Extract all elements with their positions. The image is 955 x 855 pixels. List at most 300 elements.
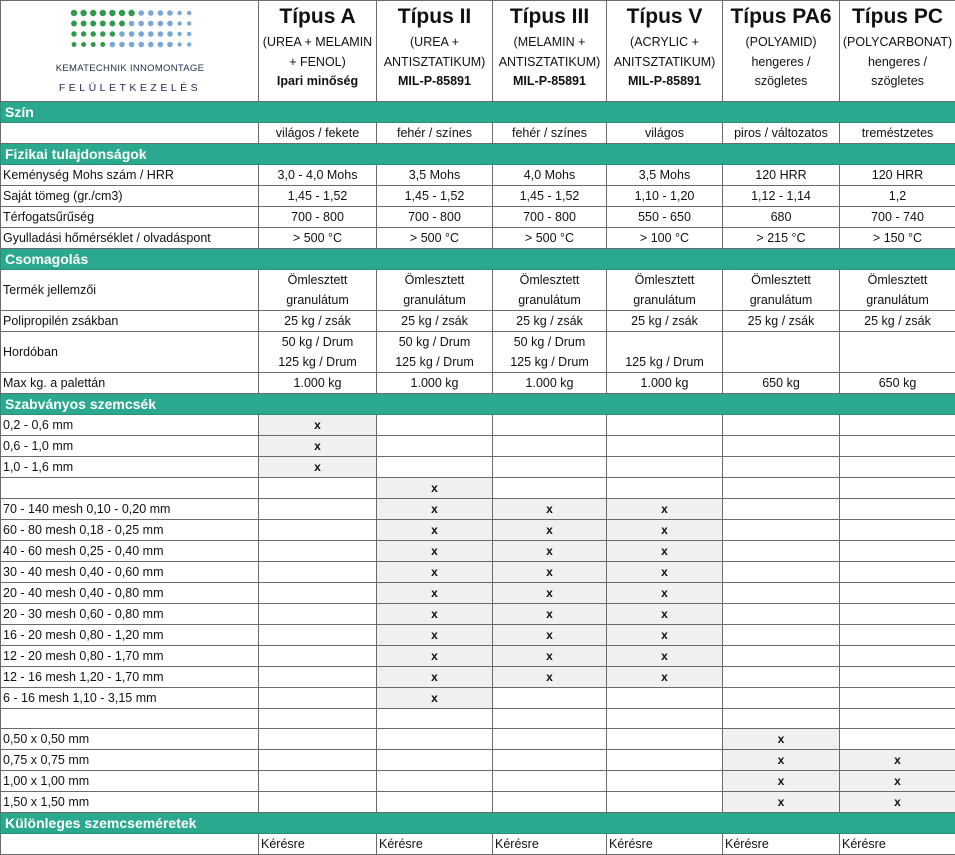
cell-value: világos / fekete xyxy=(259,123,377,144)
cell-value: Kérésre xyxy=(840,834,955,855)
grain-cell xyxy=(840,415,955,436)
grain-cell xyxy=(607,436,723,457)
cell-line-2: 125 kg / Drum xyxy=(377,352,492,372)
grain-cell xyxy=(377,667,493,688)
grain-cell xyxy=(259,709,377,729)
cell-value: 1.000 kg xyxy=(607,373,723,394)
grain-row xyxy=(1,436,955,457)
logo-dot xyxy=(100,21,106,27)
logo-dot xyxy=(109,21,115,27)
cell-line-2: granulátum xyxy=(840,290,955,310)
grain-cell xyxy=(607,729,723,750)
grain-row xyxy=(1,415,955,436)
grain-row xyxy=(1,541,955,562)
grain-cell xyxy=(377,478,493,499)
check-mark: x xyxy=(661,628,668,642)
check-mark: x xyxy=(546,502,553,516)
section-row xyxy=(1,394,955,415)
check-mark: x xyxy=(431,649,438,663)
column-title: Típus PC xyxy=(840,1,955,33)
logo-cell xyxy=(1,1,259,102)
logo-dot xyxy=(71,10,77,16)
logo-dot xyxy=(100,10,106,16)
grain-row xyxy=(1,478,955,499)
grain-cell xyxy=(840,625,955,646)
grain-row xyxy=(1,562,955,583)
row-label: 0,50 x 0,50 mm xyxy=(1,729,259,750)
check-mark: x xyxy=(661,544,668,558)
grain-cell xyxy=(723,520,840,541)
column-subtitle-1: (POLYAMID) xyxy=(723,33,839,53)
cell-line-2: granulátum xyxy=(607,290,722,310)
row-label: Saját tömeg (gr./cm3) xyxy=(1,186,259,207)
grain-row xyxy=(1,792,955,813)
logo-dot xyxy=(148,42,154,48)
grain-row xyxy=(1,771,955,792)
grain-cell xyxy=(377,625,493,646)
logo-dot xyxy=(72,42,77,47)
cell-line-2: 125 kg / Drum xyxy=(259,352,376,372)
cell-value: > 500 °C xyxy=(259,228,377,249)
logo-dot xyxy=(177,21,181,25)
grain-cell xyxy=(259,478,377,499)
grain-cell xyxy=(840,499,955,520)
logo-dot xyxy=(177,42,181,46)
cell-line-1: Ömlesztett xyxy=(259,270,376,290)
cell-line-1: Ömlesztett xyxy=(723,270,839,290)
logo-dot xyxy=(187,42,191,46)
grain-cell xyxy=(723,541,840,562)
cell-value: 1.000 kg xyxy=(493,373,607,394)
grain-cell xyxy=(493,499,607,520)
cell-value: 700 - 800 xyxy=(377,207,493,228)
product-type-row xyxy=(1,270,955,311)
grain-cell xyxy=(377,688,493,709)
cell-value: Kérésre xyxy=(493,834,607,855)
cell-line-1: 50 kg / Drum xyxy=(259,332,376,352)
logo-dot xyxy=(138,21,144,27)
row-label: 6 - 16 mesh 1,10 - 3,15 mm xyxy=(1,688,259,709)
grain-row xyxy=(1,499,955,520)
grain-cell xyxy=(840,750,955,771)
grain-cell xyxy=(840,646,955,667)
cell-line-2 xyxy=(840,352,955,372)
grain-cell xyxy=(259,562,377,583)
logo-dot xyxy=(129,42,135,48)
row-label: 12 - 16 mesh 1,20 - 1,70 mm xyxy=(1,667,259,688)
grain-cell xyxy=(377,729,493,750)
cell-value xyxy=(607,332,723,373)
logo-dot xyxy=(187,21,191,25)
grain-cell xyxy=(607,562,723,583)
cell-line-1: 50 kg / Drum xyxy=(377,332,492,352)
cell-line-2: granulátum xyxy=(377,290,492,310)
column-title: Típus III xyxy=(493,1,606,33)
grain-cell xyxy=(493,583,607,604)
cell-line-1 xyxy=(723,332,839,352)
cell-value: 1,10 - 1,20 xyxy=(607,186,723,207)
logo-dot xyxy=(138,31,144,37)
grain-cell xyxy=(259,667,377,688)
cell-value: 1,2 xyxy=(840,186,955,207)
logo-dot xyxy=(90,21,96,27)
header-row xyxy=(1,1,955,102)
cell-value: > 150 °C xyxy=(840,228,955,249)
check-mark: x xyxy=(431,565,438,579)
check-mark: x xyxy=(778,753,785,767)
grain-cell xyxy=(493,771,607,792)
section-row xyxy=(1,813,955,834)
cell-line-2: granulátum xyxy=(259,290,376,310)
grain-cell xyxy=(607,646,723,667)
grain-row xyxy=(1,709,955,729)
cell-value: treméstzetes xyxy=(840,123,955,144)
grain-cell xyxy=(607,478,723,499)
grain-cell xyxy=(840,792,955,813)
grain-cell xyxy=(377,436,493,457)
column-header-1 xyxy=(259,1,377,102)
grain-cell xyxy=(377,562,493,583)
row-label: Termék jellemzői xyxy=(1,270,259,311)
column-title: Típus A xyxy=(259,1,376,33)
grain-cell xyxy=(259,583,377,604)
grain-row xyxy=(1,729,955,750)
grain-cell xyxy=(607,771,723,792)
grain-cell xyxy=(259,520,377,541)
cell-value: > 500 °C xyxy=(377,228,493,249)
grain-cell xyxy=(493,604,607,625)
grain-cell xyxy=(377,709,493,729)
check-mark: x xyxy=(661,565,668,579)
logo-dot xyxy=(110,31,115,36)
grain-cell xyxy=(840,520,955,541)
grain-cell xyxy=(493,688,607,709)
cell-value: > 500 °C xyxy=(493,228,607,249)
section-header-szabvanyos: Szabványos szemcsék xyxy=(1,394,955,415)
logo-dot xyxy=(119,10,125,16)
cell-line-2: 125 kg / Drum xyxy=(607,352,722,372)
cell-value: 650 kg xyxy=(723,373,840,394)
grain-cell xyxy=(259,457,377,478)
row-label: 0,6 - 1,0 mm xyxy=(1,436,259,457)
grain-cell xyxy=(607,792,723,813)
column-subtitle-1: (MELAMIN + xyxy=(493,33,606,53)
logo-dot xyxy=(100,42,105,47)
logo-dot xyxy=(71,31,76,36)
cell-value: 1,45 - 1,52 xyxy=(377,186,493,207)
grain-cell xyxy=(723,646,840,667)
logo-dot xyxy=(148,10,154,16)
check-mark: x xyxy=(894,795,901,809)
logo-dot xyxy=(177,11,181,15)
logo-dots-icon xyxy=(69,8,199,52)
cell-value xyxy=(723,270,840,311)
logo-dot xyxy=(138,42,144,48)
cell-line-1: 50 kg / Drum xyxy=(493,332,606,352)
grain-cell xyxy=(723,625,840,646)
cell-value: 25 kg / zsák xyxy=(493,311,607,332)
grain-cell xyxy=(840,688,955,709)
property-row xyxy=(1,165,955,186)
column-title: Típus V xyxy=(607,1,722,33)
check-mark: x xyxy=(661,523,668,537)
row-label: 0,75 x 0,75 mm xyxy=(1,750,259,771)
grain-cell xyxy=(259,729,377,750)
property-row xyxy=(1,207,955,228)
column-header-5 xyxy=(723,1,840,102)
logo-dot xyxy=(91,31,96,36)
logo-dot xyxy=(81,31,86,36)
bag-row xyxy=(1,311,955,332)
row-label: 1,50 x 1,50 mm xyxy=(1,792,259,813)
check-mark: x xyxy=(431,670,438,684)
grain-cell xyxy=(493,667,607,688)
cell-value: 650 kg xyxy=(840,373,955,394)
row-label: Max kg. a palettán xyxy=(1,373,259,394)
row-label: 30 - 40 mesh 0,40 - 0,60 mm xyxy=(1,562,259,583)
grain-cell xyxy=(493,457,607,478)
column-subtitle-3: szögletes xyxy=(723,72,839,92)
check-mark: x xyxy=(431,502,438,516)
row-label: 70 - 140 mesh 0,10 - 0,20 mm xyxy=(1,499,259,520)
section-header-szin: Szín xyxy=(1,102,955,123)
cell-value xyxy=(377,270,493,311)
cell-value: fehér / színes xyxy=(377,123,493,144)
cell-value: 3,5 Mohs xyxy=(607,165,723,186)
logo-dot xyxy=(91,42,96,47)
logo-dot xyxy=(129,21,135,27)
column-subtitle-2: ANITSZTATIKUM) xyxy=(607,53,722,73)
column-subtitle-3: MIL-P-85891 xyxy=(493,72,606,92)
grain-row xyxy=(1,646,955,667)
grain-cell xyxy=(259,792,377,813)
grain-cell xyxy=(493,541,607,562)
grain-cell xyxy=(607,750,723,771)
check-mark: x xyxy=(431,523,438,537)
grain-row xyxy=(1,520,955,541)
logo-dot xyxy=(177,32,181,36)
grain-cell xyxy=(723,562,840,583)
cell-value: 1,45 - 1,52 xyxy=(493,186,607,207)
grain-cell xyxy=(607,541,723,562)
property-row xyxy=(1,186,955,207)
grain-cell xyxy=(723,457,840,478)
logo-dot xyxy=(100,31,105,36)
logo-dot xyxy=(167,31,173,37)
logo-dot xyxy=(167,21,173,27)
cell-value: 1.000 kg xyxy=(259,373,377,394)
check-mark: x xyxy=(661,670,668,684)
column-header-4 xyxy=(607,1,723,102)
grain-row xyxy=(1,583,955,604)
cell-value: 3,0 - 4,0 Mohs xyxy=(259,165,377,186)
logo-dot xyxy=(158,31,164,37)
cell-value: Kérésre xyxy=(723,834,840,855)
cell-line-2: granulátum xyxy=(723,290,839,310)
check-mark: x xyxy=(546,670,553,684)
grain-cell xyxy=(493,562,607,583)
grain-cell xyxy=(377,520,493,541)
logo-dot xyxy=(128,10,134,16)
cell-value xyxy=(259,270,377,311)
cell-value: 680 xyxy=(723,207,840,228)
cell-line-2: granulátum xyxy=(493,290,606,310)
cell-value: piros / változatos xyxy=(723,123,840,144)
row-label: 20 - 30 mesh 0,60 - 0,80 mm xyxy=(1,604,259,625)
check-mark: x xyxy=(546,565,553,579)
grain-cell xyxy=(607,457,723,478)
cell-value xyxy=(840,270,955,311)
row-label: 1,0 - 1,6 mm xyxy=(1,457,259,478)
grain-cell xyxy=(840,541,955,562)
logo-dot xyxy=(167,10,173,16)
cell-value xyxy=(723,332,840,373)
grain-cell xyxy=(377,646,493,667)
grain-cell xyxy=(493,646,607,667)
row-label: Térfogatsűrűség xyxy=(1,207,259,228)
drum-row xyxy=(1,332,955,373)
check-mark: x xyxy=(431,691,438,705)
cell-value: 1,45 - 1,52 xyxy=(259,186,377,207)
cell-value: 550 - 650 xyxy=(607,207,723,228)
check-mark: x xyxy=(314,418,321,432)
check-mark: x xyxy=(546,607,553,621)
grain-cell xyxy=(377,792,493,813)
check-mark: x xyxy=(546,523,553,537)
logo-dot xyxy=(148,31,154,37)
column-title: Típus II xyxy=(377,1,492,33)
cell-line-1: Ömlesztett xyxy=(377,270,492,290)
check-mark: x xyxy=(314,460,321,474)
cell-value: 25 kg / zsák xyxy=(607,311,723,332)
grain-cell xyxy=(607,604,723,625)
grain-cell xyxy=(840,729,955,750)
row-label: 60 - 80 mesh 0,18 - 0,25 mm xyxy=(1,520,259,541)
column-subtitle-2: ANTISZTATIKUM) xyxy=(493,53,606,73)
row-label: 40 - 60 mesh 0,25 - 0,40 mm xyxy=(1,541,259,562)
check-mark: x xyxy=(314,439,321,453)
cell-value: 120 HRR xyxy=(840,165,955,186)
logo-line1: KEMATECHNIK INNOMONTAGE xyxy=(1,59,259,79)
cell-value: 700 - 800 xyxy=(259,207,377,228)
row-label: Gyulladási hőmérséklet / olvadáspont xyxy=(1,228,259,249)
cell-value: 25 kg / zsák xyxy=(840,311,955,332)
grain-cell xyxy=(259,499,377,520)
logo-dot xyxy=(109,10,115,16)
grain-cell xyxy=(723,415,840,436)
check-mark: x xyxy=(431,628,438,642)
grain-cell xyxy=(723,792,840,813)
section-header-csomagolas: Csomagolás xyxy=(1,249,955,270)
grain-cell xyxy=(723,688,840,709)
check-mark: x xyxy=(778,732,785,746)
grain-cell xyxy=(377,499,493,520)
cell-line-1: Ömlesztett xyxy=(607,270,722,290)
column-title: Típus PA6 xyxy=(723,1,839,33)
grain-cell xyxy=(607,415,723,436)
grain-cell xyxy=(377,457,493,478)
check-mark: x xyxy=(431,481,438,495)
logo-dot xyxy=(80,10,86,16)
logo-dot xyxy=(138,10,144,16)
grain-cell xyxy=(840,457,955,478)
check-mark: x xyxy=(546,586,553,600)
row-label xyxy=(1,834,259,855)
grain-cell xyxy=(840,436,955,457)
row-label: 12 - 20 mesh 0,80 - 1,70 mm xyxy=(1,646,259,667)
row-label xyxy=(1,709,259,729)
logo-dot xyxy=(167,42,173,48)
cell-value: 25 kg / zsák xyxy=(259,311,377,332)
cell-value: Kérésre xyxy=(259,834,377,855)
cell-value xyxy=(493,332,607,373)
logo-dot xyxy=(129,31,135,37)
grain-row xyxy=(1,457,955,478)
column-subtitle-2: hengeres / xyxy=(723,53,839,73)
cell-value: 1,12 - 1,14 xyxy=(723,186,840,207)
section-header-fizikai: Fizikai tulajdonságok xyxy=(1,144,955,165)
logo-dot xyxy=(158,10,164,16)
column-subtitle-1: (POLYCARBONAT) xyxy=(840,33,955,53)
grain-cell xyxy=(377,771,493,792)
check-mark: x xyxy=(894,753,901,767)
cell-line-2: 125 kg / Drum xyxy=(493,352,606,372)
column-header-6 xyxy=(840,1,955,102)
grain-cell xyxy=(259,750,377,771)
column-subtitle-1: (UREA + MELAMIN xyxy=(259,33,376,53)
check-mark: x xyxy=(661,607,668,621)
grain-cell xyxy=(723,604,840,625)
logo-dot xyxy=(119,42,125,48)
cell-value: 1.000 kg xyxy=(377,373,493,394)
cell-value xyxy=(493,270,607,311)
grain-cell xyxy=(723,709,840,729)
grain-cell xyxy=(607,667,723,688)
property-row xyxy=(1,228,955,249)
grain-cell xyxy=(493,709,607,729)
row-label: Hordóban xyxy=(1,332,259,373)
grain-cell xyxy=(607,625,723,646)
row-label: 16 - 20 mesh 0,80 - 1,20 mm xyxy=(1,625,259,646)
grain-cell xyxy=(377,541,493,562)
cell-value xyxy=(840,332,955,373)
row-label: Keménység Mohs szám / HRR xyxy=(1,165,259,186)
logo-line2: FELÜLETKEZELÉS xyxy=(1,78,259,98)
cell-value xyxy=(607,270,723,311)
grain-cell xyxy=(840,562,955,583)
cell-value: 25 kg / zsák xyxy=(377,311,493,332)
grain-cell xyxy=(377,415,493,436)
column-subtitle-1: (UREA + xyxy=(377,33,492,53)
logo-dot xyxy=(71,21,77,27)
grain-cell xyxy=(607,520,723,541)
grain-cell xyxy=(607,583,723,604)
logo-dot xyxy=(148,21,154,27)
grain-cell xyxy=(259,771,377,792)
check-mark: x xyxy=(546,628,553,642)
column-subtitle-1: (ACRYLIC + xyxy=(607,33,722,53)
cell-value: 3,5 Mohs xyxy=(377,165,493,186)
cell-value: 120 HRR xyxy=(723,165,840,186)
logo-dot xyxy=(119,21,125,27)
grain-cell xyxy=(607,499,723,520)
logo-dot xyxy=(81,42,86,47)
grain-row xyxy=(1,625,955,646)
column-subtitle-3: szögletes xyxy=(840,72,955,92)
check-mark: x xyxy=(778,795,785,809)
cell-value: Kérésre xyxy=(377,834,493,855)
grain-cell xyxy=(840,709,955,729)
